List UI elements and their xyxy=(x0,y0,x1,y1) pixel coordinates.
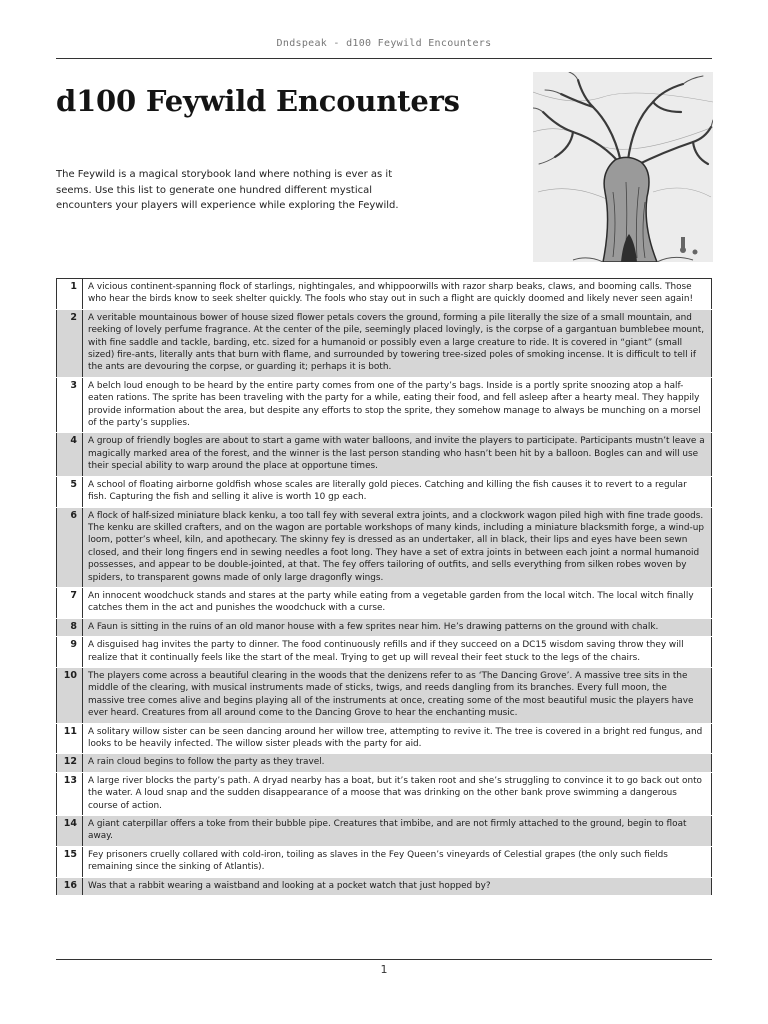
encounter-text: A disguised hag invites the party to dinner. The food continuously refills and if they succeed on a DC15 wisdom saving throw they will realize that it continually feels like the start of the meal. Trying to get up will reveal their feet stuck to the legs of the chairs. xyxy=(83,637,712,668)
header-divider xyxy=(56,58,712,59)
encounter-text: A school of floating airborne goldfish whose scales are literally gold pieces. Catching and killing the fish causes it to revert to a regular fish. Capturing the fish and selling it alive is worth 10 gp each. xyxy=(83,476,712,507)
ancient-tree-illustration xyxy=(533,72,713,262)
encounter-number: 7 xyxy=(57,587,83,618)
encounter-text: A large river blocks the party’s path. A dryad nearby has a boat, but it’s taken root and she’s struggling to convince it to go back out onto the water. A loud snap and the sudden disappearance of a moose that was drinking on the other bank prove swimming a dangerous course of action. xyxy=(83,772,712,815)
encounter-number: 8 xyxy=(57,618,83,636)
encounter-number: 10 xyxy=(57,667,83,723)
table-row xyxy=(57,476,712,507)
table-row xyxy=(57,507,712,587)
table-row xyxy=(57,618,712,636)
page-number: 1 xyxy=(380,963,388,976)
encounter-number: 6 xyxy=(57,507,83,587)
table-row xyxy=(57,754,712,772)
table-row xyxy=(57,877,712,895)
encounter-number: 11 xyxy=(57,723,83,754)
encounter-text: A Faun is sitting in the ruins of an old manor house with a few sprites near him. He’s drawing patterns on the ground with chalk. xyxy=(83,618,712,636)
encounter-number: 16 xyxy=(57,877,83,895)
table-row xyxy=(57,846,712,877)
encounter-text: The players come across a beautiful clearing in the woods that the denizens refer to as ‘The Dancing Grove’. A massive tree sits in the middle of the clearing, with musical instruments made of sticks, twigs, and reeds dangling from its branches. Every full moon, the massive tree comes alive and begins playing all of the instruments at once, creating some of the most beautiful music the players have ever heard. Creatures from all around come to the Dancing Grove to hear the enchanting music. xyxy=(83,667,712,723)
table-row xyxy=(57,587,712,618)
encounter-text: Was that a rabbit wearing a waistband and looking at a pocket watch that just hopped by? xyxy=(83,877,712,895)
encounter-number: 1 xyxy=(57,279,83,310)
encounter-number: 15 xyxy=(57,846,83,877)
encounter-text: A rain cloud begins to follow the party as they travel. xyxy=(83,754,712,772)
encounter-number: 9 xyxy=(57,637,83,668)
table-row xyxy=(57,723,712,754)
page-title: d100 Feywild Encounters xyxy=(56,84,460,118)
encounter-text: A veritable mountainous bower of house sized flower petals covers the ground, forming a pile literally the size of a small mountain, and reeking of lovely perfume fragrance. At the center of the pile, seemingly placed lovingly, is the corpse of a gargantuan bumblebee mount, with fine saddle and tackle, barding, etc. sized for a humanoid or possibly even a large creature to ride. It is covered in “giant” (small sized) fire-ants, literally ants that burn with flame, and surrounded by towering tree-sized poles of smoking incense. It is difficult to tell if the ants are devouring the corpse, or guarding it; perhaps it is both. xyxy=(83,309,712,377)
encounter-number: 3 xyxy=(57,377,83,433)
encounter-text: A belch loud enough to be heard by the entire party comes from one of the party’s bags. Inside is a portly sprite snoozing atop a half-eaten rations. The sprite has been traveling with the party for a while, eating their food, and fell asleep after a hearty meal. They happily provide information about the area, but despite any efforts to stop the sprite, they somehow manage to always be munching on a morsel of the party’s supplies. xyxy=(83,377,712,433)
encounter-number: 5 xyxy=(57,476,83,507)
table-row xyxy=(57,433,712,476)
encounter-text: A giant caterpillar offers a toke from their bubble pipe. Creatures that imbibe, and are not firmly attached to the ground, begin to float away. xyxy=(83,816,712,847)
table-row xyxy=(57,377,712,433)
table-row xyxy=(57,816,712,847)
encounter-number: 12 xyxy=(57,754,83,772)
encounter-text: A group of friendly bogles are about to start a game with water balloons, and invite the players to participate. Participants mustn’t leave a magically marked area of the forest, and the winner is the last person standing who hasn’t been hit by a balloon. Bogles can and will use their special ability to warp around the place at opportune times. xyxy=(83,433,712,476)
encounter-number: 13 xyxy=(57,772,83,815)
footer-divider xyxy=(56,959,712,960)
table-row xyxy=(57,279,712,310)
encounter-number: 4 xyxy=(57,433,83,476)
running-header: Dndspeak - d100 Feywild Encounters xyxy=(276,38,492,49)
encounter-text: A solitary willow sister can be seen dancing around her willow tree, attempting to revive it. The tree is covered in a bright red fungus, and looks to be heavily infected. The willow sister pleads with the party for aid. xyxy=(83,723,712,754)
encounter-number: 14 xyxy=(57,816,83,847)
encounter-text: A flock of half-sized miniature black kenku, a too tall fey with several extra joints, and a clockwork wagon piled high with fine trade goods. The kenku are skilled crafters, and on the wagon are portable workshops of many kinds, including a miniature blacksmith forge, a wind-up loom, potter’s wheel, kiln, and apothecary. The skinny fey is dressed as an undertaker, all in black, their lips and eyes have been sewn closed, and their long fingers end in sewing needles a foot long. They have a set of extra joints in between each joint a normal humanoid possesses, and appear to be double-jointed, at that. The fey offers tailoring of outfits, and sells everything from silken robes woven by spiders, to transparent gowns made of only large dragonfly wings. xyxy=(83,507,712,587)
table-row xyxy=(57,309,712,377)
table-row xyxy=(57,667,712,723)
encounter-number: 2 xyxy=(57,309,83,377)
encounter-text: An innocent woodchuck stands and stares at the party while eating from a vegetable garden from the local witch. The local witch finally catches them in the act and punishes the woodchuck with a curse. xyxy=(83,587,712,618)
table-row xyxy=(57,772,712,815)
intro-paragraph: The Feywild is a magical storybook land where nothing is ever as it seems. Use this list to generate one hundred different mystical encounters your players will experience while exploring the Feywild. xyxy=(56,169,399,211)
table-row xyxy=(57,637,712,668)
encounter-text: Fey prisoners cruelly collared with cold-iron, toiling as slaves in the Fey Queen’s vineyards of Celestial grapes (the only such fields remaining since the sinking of Atlantis). xyxy=(83,846,712,877)
encounter-text: A vicious continent-spanning flock of starlings, nightingales, and whippoorwills with razor sharp beaks, claws, and booming calls. Those who hear the birds know to seek shelter quickly. The fools who stay out in such a flight are quickly doomed and likely never seen again! xyxy=(83,279,712,310)
encounter-table xyxy=(56,278,712,896)
